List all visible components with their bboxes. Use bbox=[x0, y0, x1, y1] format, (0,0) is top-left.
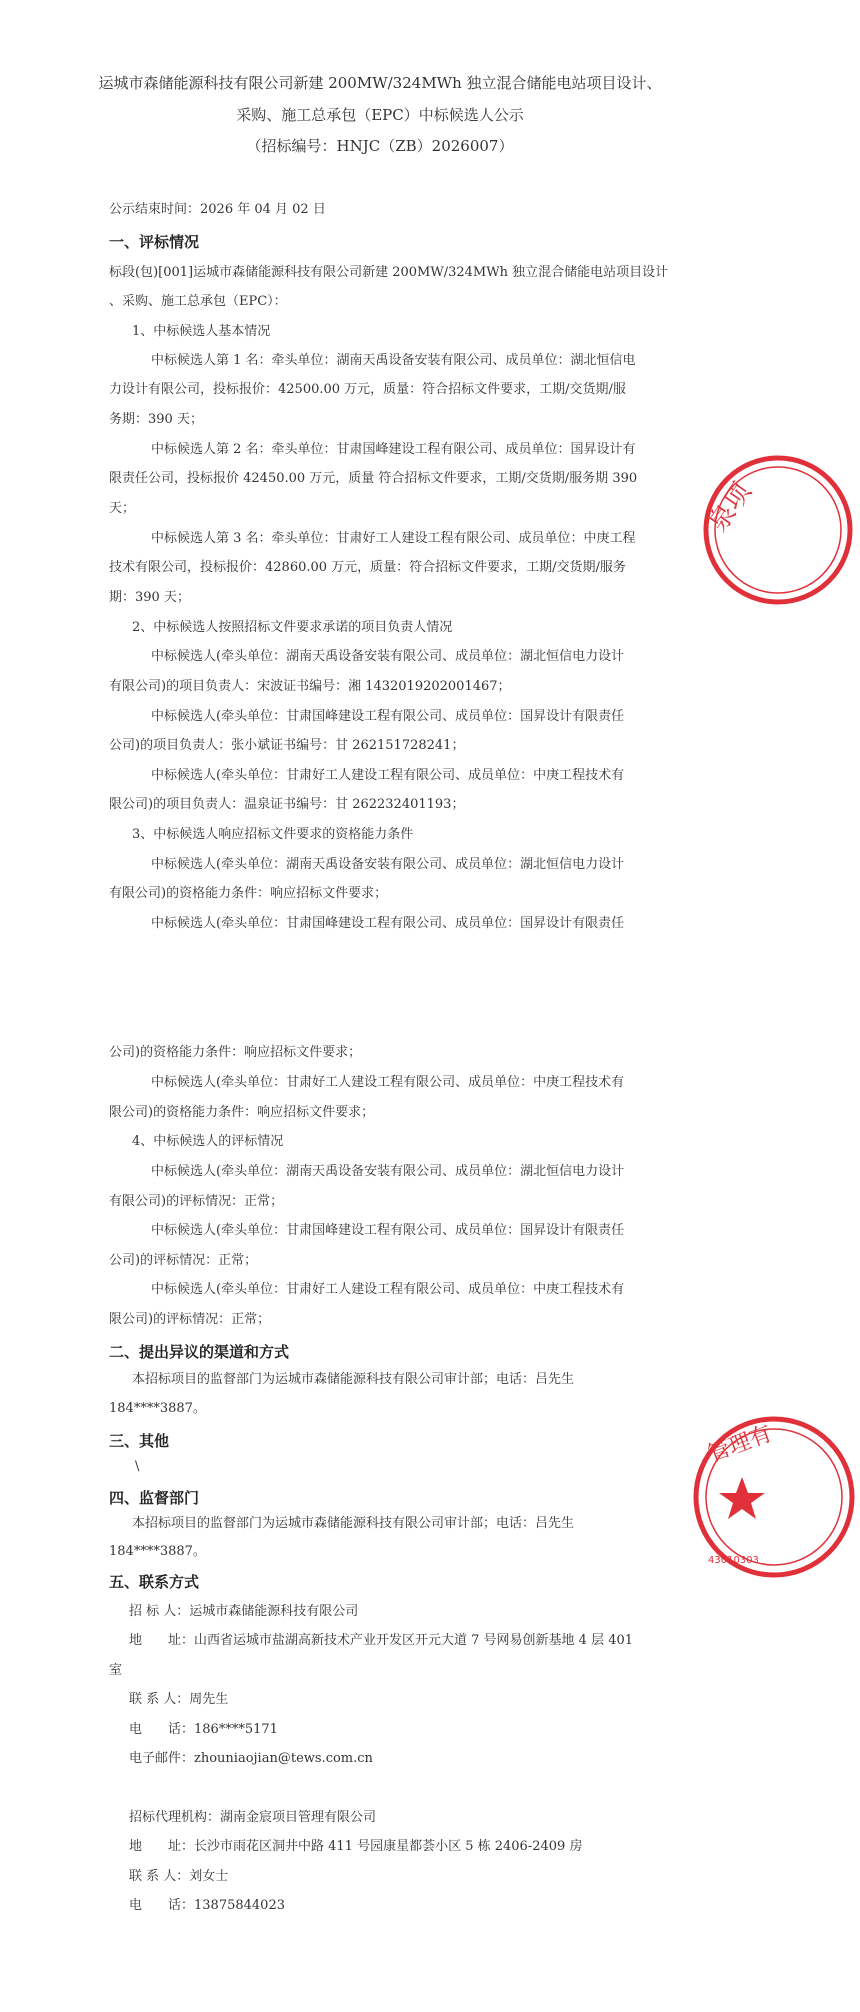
sub3-c1-line-2: 有限公司)的资格能力条件：响应招标文件要求； bbox=[109, 886, 388, 901]
section4-heading: 四、监督部门 bbox=[109, 1489, 200, 1507]
tenderer-address: 地 址：山西省运城市盐湖高新技术产业开发区开元大道 7 号网易创新基地 4 层 401 bbox=[129, 1633, 634, 1648]
sub2-c1-line-2: 有限公司)的项目负责人：宋波证书编号：湘 1432019202001467； bbox=[109, 679, 511, 694]
section4-body-line-2: 184****3887。 bbox=[109, 1544, 206, 1559]
sub4-c2-line-2: 公司)的评标情况：正常； bbox=[109, 1253, 258, 1268]
sub4-c3-line-2: 限公司)的评标情况：正常； bbox=[109, 1312, 271, 1327]
lot-line-2: 、采购、施工总承包（EPC）： bbox=[109, 294, 287, 309]
sub1-c3-line-2: 技术有限公司，投标报价：42860.00 万元，质量：符合招标文件要求，工期/交货期/服务 bbox=[109, 560, 626, 575]
sub2-c3-line-2: 限公司)的项目负责人：温泉证书编号：甘 262232401193； bbox=[109, 797, 465, 812]
seal-1-text: 泉项 bbox=[703, 477, 758, 538]
sub1-c2-line-2: 限责任公司，投标报价 42450.00 万元，质量 符合招标文件要求，工期/交货期/服务期 390 bbox=[109, 471, 638, 486]
sub1-c1-line-1: 中标候选人第 1 名：牵头单位：湖南天禹设备安装有限公司、成员单位：湖北恒信电 bbox=[151, 353, 636, 368]
section1-heading: 一、评标情况 bbox=[109, 233, 200, 251]
section4-body-line-1: 本招标项目的监督部门为运城市森储能源科技有限公司审计部；电话：吕先生 bbox=[132, 1516, 575, 1531]
sub2-c2-line-1: 中标候选人(牵头单位：甘肃国峰建设工程有限公司、成员单位：国昇设计有限责任 bbox=[151, 709, 625, 724]
tenderer-name: 招 标 人：运城市森储能源科技有限公司 bbox=[129, 1604, 359, 1619]
section3-body: \ bbox=[135, 1459, 140, 1474]
sub2-c3-line-1: 中标候选人(牵头单位：甘肃好工人建设工程有限公司、成员单位：中庚工程技术有 bbox=[151, 768, 625, 783]
sub1-c2-line-1: 中标候选人第 2 名：牵头单位：甘肃国峰建设工程有限公司、成员单位：国昇设计有 bbox=[151, 442, 636, 457]
tenderer-contact: 联 系 人：周先生 bbox=[129, 1692, 229, 1707]
sub4-heading: 4、中标候选人的评标情况 bbox=[132, 1134, 284, 1149]
agency-contact: 联 系 人：刘女士 bbox=[129, 1869, 229, 1884]
sub2-heading: 2、中标候选人按照招标文件要求承诺的项目负责人情况 bbox=[132, 620, 453, 635]
sub1-c1-line-2: 力设计有限公司，投标报价：42500.00 万元，质量：符合招标文件要求，工期/交货期/服 bbox=[109, 382, 626, 397]
doc-title-line-3: （招标编号：HNJC（ZB）2026007） bbox=[246, 137, 514, 155]
sub2-c1-line-1: 中标候选人(牵头单位：湖南天禹设备安装有限公司、成员单位：湖北恒信电力设计 bbox=[151, 649, 625, 664]
sub1-c3-line-3: 期：390 天； bbox=[109, 590, 190, 605]
tenderer-email: 电子邮件：zhouniaojian@tews.com.cn bbox=[129, 1751, 373, 1766]
agency-name: 招标代理机构：湖南金宸项目管理有限公司 bbox=[129, 1810, 377, 1825]
sub4-c1-line-2: 有限公司)的评标情况：正常； bbox=[109, 1194, 284, 1209]
sub1-c1-line-3: 务期：390 天； bbox=[109, 412, 203, 427]
agency-address: 地 址：长沙市雨花区洞井中路 411 号园康星都荟小区 5 栋 2406-2409 房 bbox=[129, 1839, 583, 1854]
sub3-heading: 3、中标候选人响应招标文件要求的资格能力条件 bbox=[132, 827, 414, 842]
sub1-c2-line-3: 天； bbox=[109, 501, 136, 516]
sub2-c2-line-2: 公司)的项目负责人：张小斌证书编号：甘 262151728241； bbox=[109, 738, 465, 753]
sub4-c2-line-1: 中标候选人(牵头单位：甘肃国峰建设工程有限公司、成员单位：国昇设计有限责任 bbox=[151, 1223, 625, 1238]
end-time: 公示结束时间：2026 年 04 月 02 日 bbox=[109, 202, 326, 217]
section2-body-line-1: 本招标项目的监督部门为运城市森储能源科技有限公司审计部；电话：吕先生 bbox=[132, 1372, 575, 1387]
doc-title-line-2: 采购、施工总承包（EPC）中标候选人公示 bbox=[236, 106, 524, 124]
sub3-c3-line-1: 中标候选人(牵头单位：甘肃好工人建设工程有限公司、成员单位：中庚工程技术有 bbox=[151, 1075, 625, 1090]
sub3-c2-line-2: 公司)的资格能力条件：响应招标文件要求； bbox=[109, 1045, 362, 1060]
sub4-c1-line-1: 中标候选人(牵头单位：湖南天禹设备安装有限公司、成员单位：湖北恒信电力设计 bbox=[151, 1164, 625, 1179]
seal-2-number: 43010303 bbox=[708, 1555, 759, 1566]
agency-phone: 电 话：13875844023 bbox=[129, 1898, 285, 1913]
doc-title-line-1: 运城市森储能源科技有限公司新建 200MW/324MWh 独立混合储能电站项目设计、 bbox=[98, 74, 662, 92]
sub4-c3-line-1: 中标候选人(牵头单位：甘肃好工人建设工程有限公司、成员单位：中庚工程技术有 bbox=[151, 1282, 625, 1297]
company-seal-1 bbox=[700, 452, 760, 608]
lot-line-1: 标段(包)[001]运城市森储能源科技有限公司新建 200MW/324MWh 独立混合储能电站项目设计 bbox=[109, 265, 669, 280]
sub3-c2-line-1: 中标候选人(牵头单位：甘肃国峰建设工程有限公司、成员单位：国昇设计有限责任 bbox=[151, 916, 625, 931]
sub1-heading: 1、中标候选人基本情况 bbox=[132, 324, 271, 339]
tenderer-address-cont: 室 bbox=[109, 1663, 123, 1678]
section2-heading: 二、提出异议的渠道和方式 bbox=[109, 1343, 290, 1361]
section5-heading: 五、联系方式 bbox=[109, 1573, 200, 1591]
sub1-c3-line-1: 中标候选人第 3 名：牵头单位：甘肃好工人建设工程有限公司、成员单位：中庚工程 bbox=[151, 531, 636, 546]
seal-star-icon bbox=[719, 1477, 765, 1519]
sub3-c1-line-1: 中标候选人(牵头单位：湖南天禹设备安装有限公司、成员单位：湖北恒信电力设计 bbox=[151, 857, 625, 872]
section2-body-line-2: 184****3887。 bbox=[109, 1401, 206, 1416]
tenderer-phone: 电 话：186****5171 bbox=[129, 1722, 278, 1737]
seal-2-text: 管理有 bbox=[704, 1421, 776, 1468]
section3-heading: 三、其他 bbox=[109, 1432, 170, 1450]
company-seal-2 bbox=[690, 1413, 776, 1580]
sub3-c3-line-2: 限公司)的资格能力条件：响应招标文件要求； bbox=[109, 1105, 375, 1120]
